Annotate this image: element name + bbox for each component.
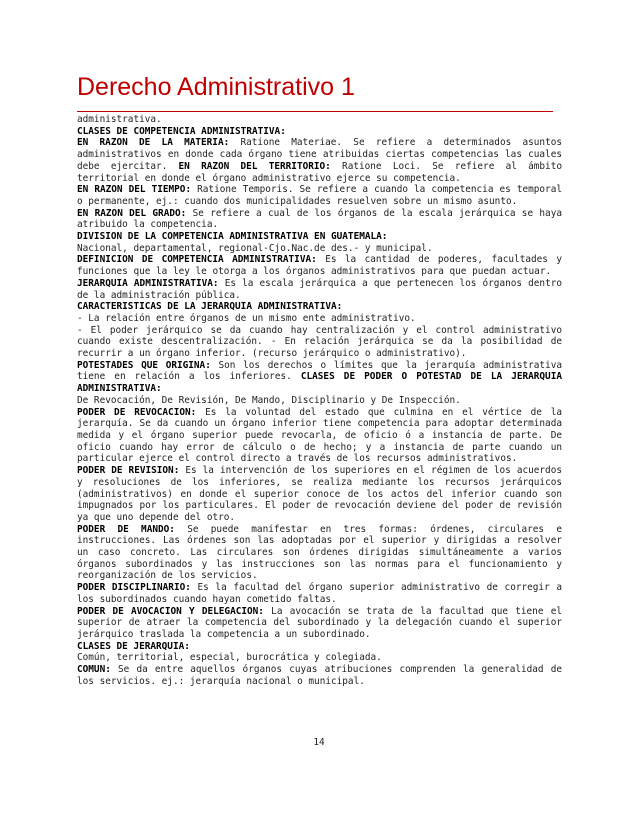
paragraph: Común, territorial, especial, burocrática y colegiada. (77, 652, 382, 664)
document-body (77, 114, 562, 687)
paragraph: PODER DE MANDO: Se puede manifestar en tres formas: órdenes, circulares e instrucciones. Las órdenes son las adoptadas por el superior y dirigidas a resolver un caso concreto. Las circulares son órdenes dirigidas simultáneamente a varios órganos subordinados y las instrucciones son las normas para el funcionamiento y reorganización de los servicios. (77, 523, 562, 582)
paragraph: PODER DISCIPLINARIO: Es la facultad del órgano superior administrativo de corregir a los subordinados cuando hayan cometido faltas. (77, 582, 562, 605)
paragraph: EN RAZON DEL GRADO: Se refiere a cual de los órganos de la escala jerárquica se haya atribuido la competencia. (77, 207, 562, 231)
paragraph: DEFINICION DE COMPETENCIA ADMINISTRATIVA: Es la cantidad de poderes, facultades y funciones que la ley le otorga a los órganos administrativos para que puedan actuar. (77, 254, 562, 278)
section-heading: CLASES DE JERARQUIA: (77, 640, 190, 652)
page-number: 14 (313, 737, 325, 748)
paragraph: PODER DE AVOCACION Y DELEGACION: La avocación se trata de la facultad que tiene el superior de atraer la competencia del subordinado y la delegación cuando el superior jerárquico traslada la competencia a un subordinado. (77, 605, 562, 640)
title-underline (77, 111, 553, 112)
list-item: - El poder jerárquico se da cuando hay centralización y el control administrativo cuando existe descentralización. - En relación jerárquica se da la posibilidad de recurrir a un órgano inferior. (recurso jerárquico o administrativo). (77, 324, 562, 360)
list-item: - La relación entre órganos de un mismo ente administrativo. (77, 312, 416, 324)
paragraph: De Revocación, De Revisión, De Mando, Disciplinario y De Inspección. (77, 394, 461, 406)
paragraph: PODER DE REVISION: Es la intervención de los superiores en el régimen de los acuerdos y resoluciones de los inferiores, se realiza mediante los recursos jerárquicos (administrativos) en donde el superior conoce de los actos del inferior cuando son impugnados por los particulares. El poder de revocación deviene del poder de revisión ya que uno depende del otro. (77, 465, 562, 523)
paragraph: administrativa. (77, 114, 162, 125)
paragraph: POTESTADES QUE ORIGINA: Son los derechos o límites que la jerarquía administrativa tiene en relación a los inferiores. CLASES DE PODER O POTESTAD DE LA JERARQUIA ADMINISTRATIVA: (77, 359, 562, 395)
section-heading: DIVISION DE LA COMPETENCIA ADMINISTRATIVA EN GUATEMALA: (77, 231, 388, 243)
paragraph: COMUN: Se da entre aquellos órganos cuyas atribuciones comprenden la generalidad de los servicios. ej.: jerarquía nacional o municipal. (77, 664, 562, 687)
paragraph: Nacional, departamental, regional-Cjo.Nac.de des.- y municipal. (77, 242, 433, 254)
paragraph: EN RAZON DE LA MATERIA: Ratione Materiae. Se refiere a determinados asuntos administrativos en donde cada órgano tiene atribuidas ciertas competencias las cuales debe ejercitar. EN RAZON DEL TERRITORIO: Ratione Loci. Se refiere al ámbito territorial en donde el órgano administrativo ejerce su competencia. (77, 137, 562, 184)
section-heading: CLASES DE COMPETENCIA ADMINISTRATIVA: (77, 125, 286, 137)
paragraph: JERARQUIA ADMINISTRATIVA: Es la escala jerárquica a que pertenecen los órganos dentro de la administración pública. (77, 277, 563, 301)
paragraph: PODER DE REVOCACION: Es la voluntad del estado que culmina en el vértice de la jerarquía. Se da cuando un órgano inferior tiene competencia para adoptar determinada medida y el órgano superior puede revocarla, de oficio ó a instancia de parte. De oficio cuando hay error de cálculo o de hecho; y a instancia de parte cuando un particular ejerce el control directo a través de los recursos administrativos. (77, 406, 562, 465)
document-title: Derecho Administrativo 1 (77, 73, 355, 101)
section-heading: CARACTERISTICAS DE LA JERARQUIA ADMINISTRATIVA: (77, 301, 343, 313)
paragraph: EN RAZON DEL TIEMPO: Ratione Temporis. Se refiere a cuando la competencia es temporal o permanente, ej.: cuando dos municipalidades resuelven sobre un mismo asunto. (77, 184, 562, 207)
